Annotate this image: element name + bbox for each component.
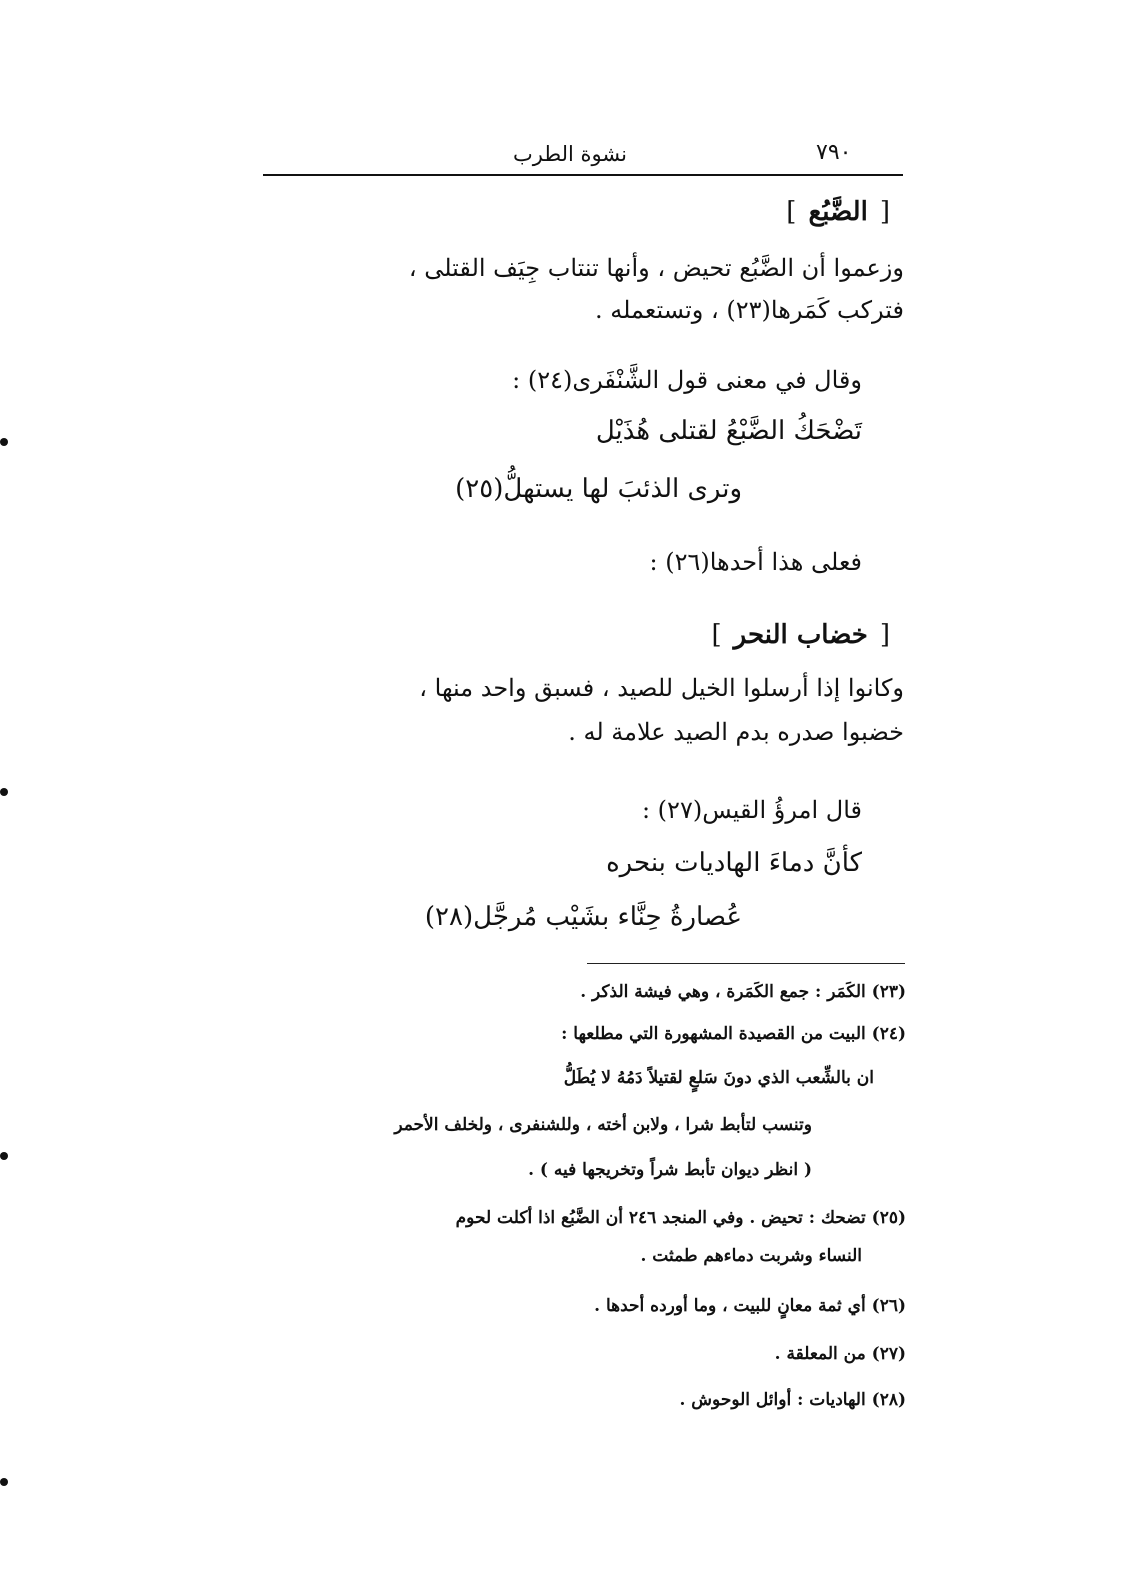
footnote-continuation: النساء وشربت دماءهم طمثت .: [640, 1246, 862, 1266]
scan-speck: [0, 438, 8, 446]
bracket-close: ]: [786, 197, 797, 227]
header-rule: [263, 174, 903, 176]
verse-hemistich: عُصارةُ حِنَّاء بشَيْب مُرجَّل(٢٨): [424, 902, 742, 932]
verse-intro: وقال في معنى قول الشَّنْفَرى(٢٤) :: [512, 366, 862, 394]
bracket-open: [: [879, 620, 890, 650]
bracket-close: ]: [711, 620, 722, 650]
scan-speck: [0, 1478, 8, 1486]
paragraph-line: فتركب كَمَرها(٢٣) ، وتستعمله .: [594, 296, 904, 324]
scan-speck: [0, 788, 8, 796]
footnote-continuation: ( انظر ديوان تأبط شراً وتخريجها فيه ) .: [528, 1160, 812, 1180]
paragraph-line: خضبوا صدره بدم الصيد علامة له .: [568, 718, 904, 746]
footnote: (٢٤) البيت من القصيدة المشهورة التي مطلعها :: [561, 1024, 906, 1044]
footnote: (٢٨) الهاديات : أوائل الوحوش .: [679, 1390, 906, 1410]
verse-hemistich: تَضْحَكُ الضَّبْعُ لقتلى هُذَيْل: [595, 416, 862, 446]
footnote: (٢٦) أي ثمة معانٍ للبيت ، وما أورده أحدها .: [594, 1296, 906, 1316]
footnote-continuation: وتنسب لتأبط شرا ، ولابن أخته ، وللشنفرى ، ولخلف الأحمر: [394, 1115, 812, 1135]
running-title: نشوة الطرب: [513, 142, 627, 166]
running-header: [263, 138, 903, 174]
closing-line: فعلى هذا أحدها(٢٦) :: [649, 548, 862, 576]
footnote-rule: [587, 963, 905, 964]
scan-speck: [0, 1152, 8, 1160]
footnote: (٢٥) تضحك : تحيض . وفي المنجد ٢٤٦ أن الضَّبُع اذا أكلت لحوم: [455, 1208, 906, 1228]
footnote: (٢٧) من المعلقة .: [774, 1344, 906, 1364]
verse-intro: قال امرؤُ القيس(٢٧) :: [641, 796, 862, 824]
section-heading-hyena: [الضَّبُع]: [786, 197, 890, 227]
footnote-verse: ان بالشِّعب الذي دونَ سَلعٍ لقتيلاً دَمُهُ لا يُطَلُّ: [563, 1068, 874, 1088]
bracket-open: [: [879, 197, 890, 227]
paragraph-line: وكانوا إذا أرسلوا الخيل للصيد ، فسبق واحد منها ،: [419, 674, 904, 702]
verse-hemistich: وترى الذئبَ لها يستهلُّ(٢٥): [455, 474, 742, 504]
paragraph-line: وزعموا أن الضَّبُع تحيض ، وأنها تنتاب جِيَف القتلى ،: [408, 254, 904, 282]
footnote: (٢٣) الكَمَر : جمع الكَمَرة ، وهي فيشة الذكر .: [580, 982, 906, 1002]
verse-hemistich: كأنَّ دماءَ الهاديات بنحره: [606, 848, 862, 878]
page-number: ٧٩٠: [816, 140, 852, 165]
section-heading-throat-dye: [خضاب النحر]: [711, 620, 890, 650]
